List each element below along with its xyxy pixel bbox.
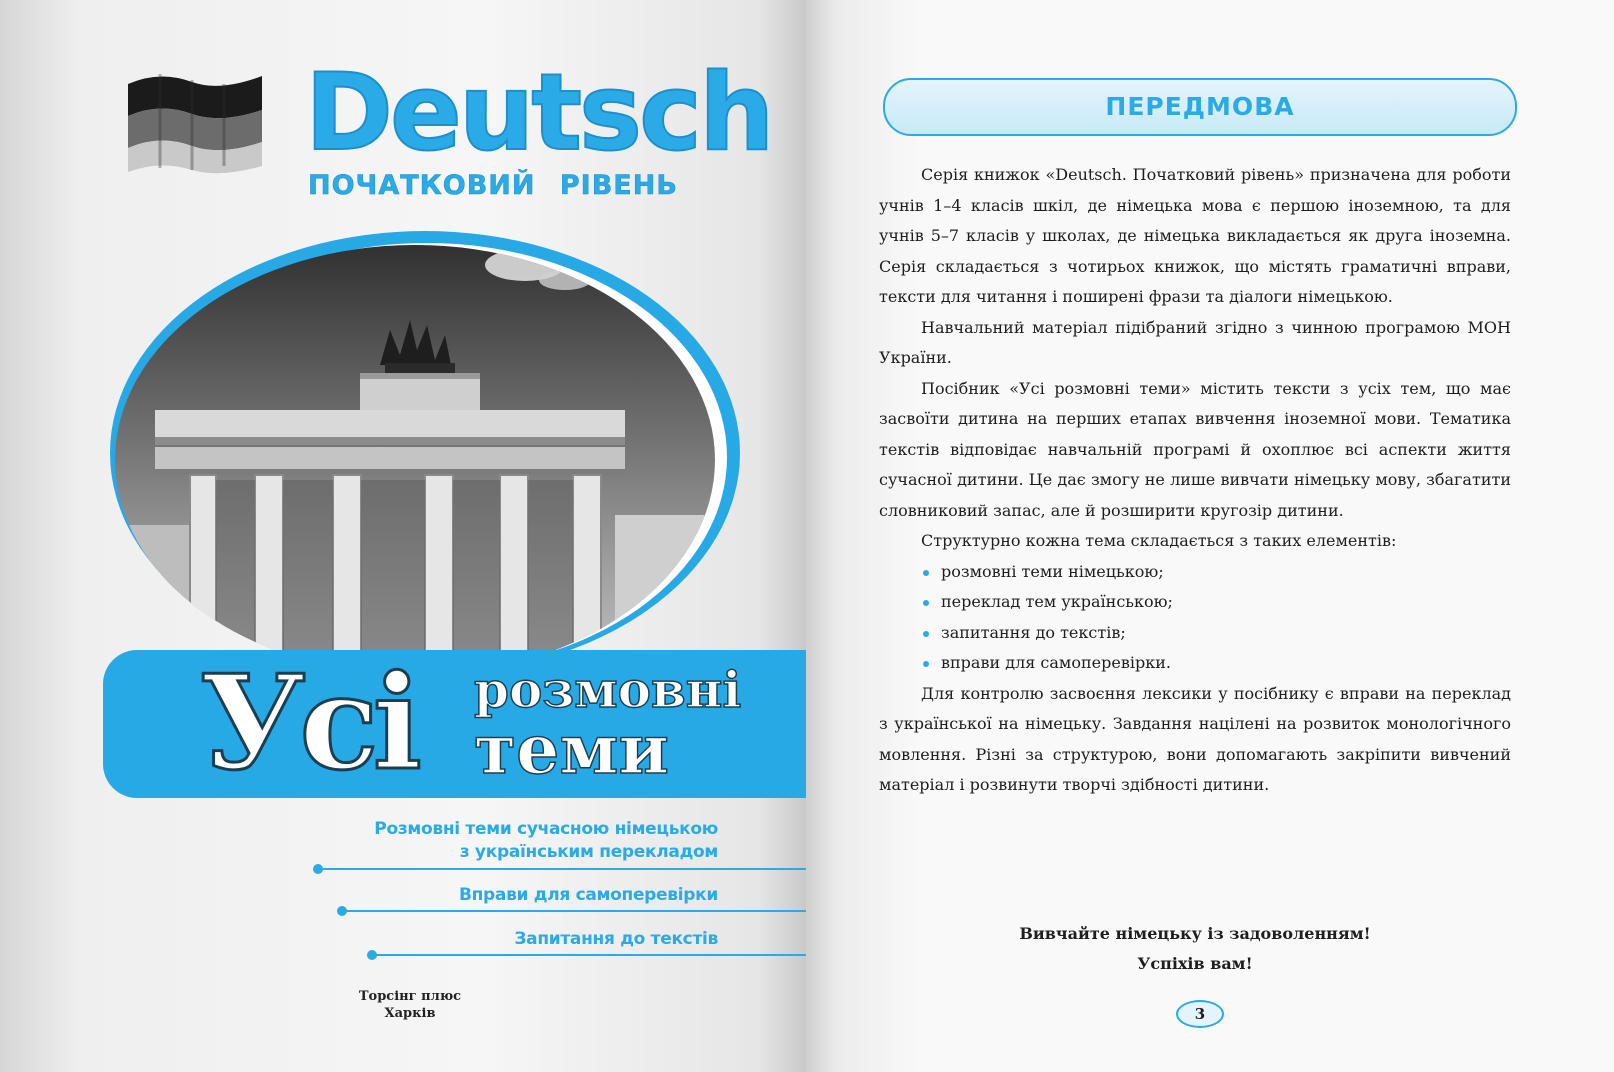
feature-translated-topics: Розмовні теми сучасною німецькою з українським перекладом bbox=[374, 819, 718, 862]
feature-questions: Запитання до текстів bbox=[514, 929, 718, 949]
german-flag-icon bbox=[120, 66, 270, 176]
banner-title-word2: теми bbox=[474, 710, 669, 790]
banner-title-big: Усі bbox=[200, 646, 417, 799]
cover-level-subtitle: ПОЧАТКОВИЙ РІВЕНЬ bbox=[308, 170, 678, 201]
structure-list bbox=[879, 557, 1511, 679]
brandenburg-gate-photo bbox=[95, 225, 755, 655]
cover-page bbox=[0, 0, 806, 1072]
preface-paragraph: Навчальний матеріал підібраний згідно з чинною програмою МОН України. bbox=[879, 317, 1511, 367]
feature-divider bbox=[372, 954, 806, 956]
publisher-info bbox=[330, 988, 490, 1022]
feature-divider-dot bbox=[367, 950, 377, 960]
preface-paragraph: Серія книжок «Deutsch. Початковий рівень» призначена для роботи учнів 1–4 класів шкіл, де німецька мова є першою іноземною, та для учнів 5–7 класів у школах, де німецька викладається як друга іноземна. Серія складається з чотирьох книжок, що містять граматичні вправи, тексти для читання і поширені фрази та діалоги німецькою. bbox=[879, 165, 1511, 306]
feature-divider-dot bbox=[313, 864, 323, 874]
preface-paragraph: Посібник «Усі розмовні теми» містить тексти з усіх тем, що має засвоїти дитина на перших етапах вивчення іноземної мови. Тематика текстів відповідає навчальній програмі й охоплює всі аспекти життя сучасної дитини. Це дає змогу не лише вивчати німецьку мову, збагатити словниковий запас, але й розширити кругозір дитини. bbox=[879, 378, 1511, 520]
feature-divider bbox=[318, 868, 806, 870]
publisher-city: Харків bbox=[384, 1006, 436, 1021]
closing-line: Вивчайте німецьку із задоволенням! bbox=[1019, 924, 1371, 943]
preface-page bbox=[806, 0, 1614, 1072]
list-item: переклад тем українською; bbox=[921, 587, 1511, 618]
banner-title-word1: розмовні bbox=[474, 660, 742, 719]
feature-self-check: Вправи для самоперевірки bbox=[458, 885, 718, 905]
cover-title: Deutsch bbox=[305, 51, 772, 174]
page-number: 3 bbox=[1176, 1000, 1224, 1028]
list-item: запитання до текстів; bbox=[921, 618, 1511, 649]
preface-heading: ПЕРЕДМОВА bbox=[883, 78, 1517, 136]
closing-line: Успіхів вам! bbox=[1137, 954, 1253, 973]
list-item: розмовні теми німецькою; bbox=[921, 557, 1511, 588]
feature-divider-dot bbox=[337, 906, 347, 916]
feature-divider bbox=[342, 910, 806, 912]
publisher-name: Торсінг плюс bbox=[358, 989, 462, 1004]
preface-paragraph: Для контролю засвоєння лексики у посібнику є вправи на переклад з української на німецьку. Завдання націлені на розвиток монологічного мовлення. Різні за структурою, вони допомагають закріпити вивчений матеріал і розвинути творчі здібності дитини. bbox=[879, 683, 1511, 794]
list-item: вправи для самоперевірки. bbox=[921, 648, 1511, 679]
preface-paragraph: Структурно кожна тема складається з таких елементів: bbox=[921, 531, 1397, 550]
preface-body bbox=[879, 160, 1511, 801]
